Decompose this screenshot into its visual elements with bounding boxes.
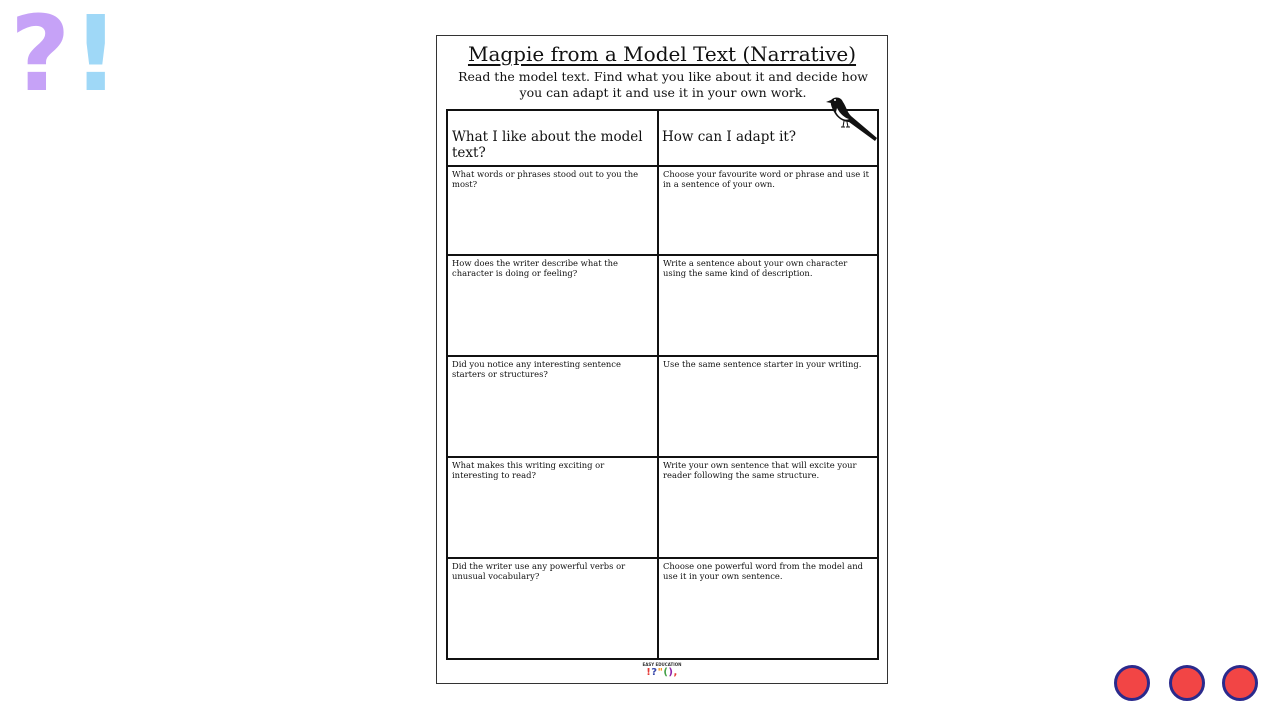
row-4-task: Write your own sentence that will excite your reader following the same structure. (663, 460, 857, 480)
worksheet (436, 35, 888, 684)
row-1-task: Choose your favourite word or phrase and use it in a sentence of your own. (663, 169, 869, 189)
header-what-i-like: What I like about the model text? (452, 129, 643, 161)
nav-button-1[interactable] (1114, 665, 1150, 701)
row-2-question: How does the writer describe what the character is doing or feeling? (452, 258, 618, 278)
row-3-task: Use the same sentence starter in your writing. (663, 359, 862, 369)
row-2-task: Write a sentence about your own character using the same kind of description. (663, 258, 848, 278)
row-1-question: What words or phrases stood out to you the most? (452, 169, 639, 189)
worksheet-table (446, 109, 879, 660)
row-3-question: Did you notice any interesting sentence starters or structures? (452, 359, 621, 379)
worksheet-instructions: Read the model text. Find what you like about it and decide how you can adapt it and use it in your own work. (458, 69, 868, 100)
header-how-adapt: How can I adapt it? (662, 129, 797, 145)
logo-text: EASY EDUCATION (642, 662, 682, 667)
nav-button-3[interactable] (1222, 665, 1258, 701)
nav-button-2[interactable] (1169, 665, 1205, 701)
logo-marks: !?"(), (646, 667, 678, 678)
row-5-question: Did the writer use any powerful verbs or unusual vocabulary? (452, 561, 626, 581)
magpie-icon (825, 94, 881, 144)
row-4-question: What makes this writing exciting or interesting to read? (452, 460, 605, 480)
exclamation-mark-decoration: ! (72, 0, 120, 115)
question-mark-decoration: ? (10, 0, 71, 115)
row-5-task: Choose one powerful word from the model and use it in your own sentence. (663, 561, 863, 581)
easy-education-logo (637, 662, 687, 678)
worksheet-title: Magpie from a Model Text (Narrative) (467, 42, 857, 66)
